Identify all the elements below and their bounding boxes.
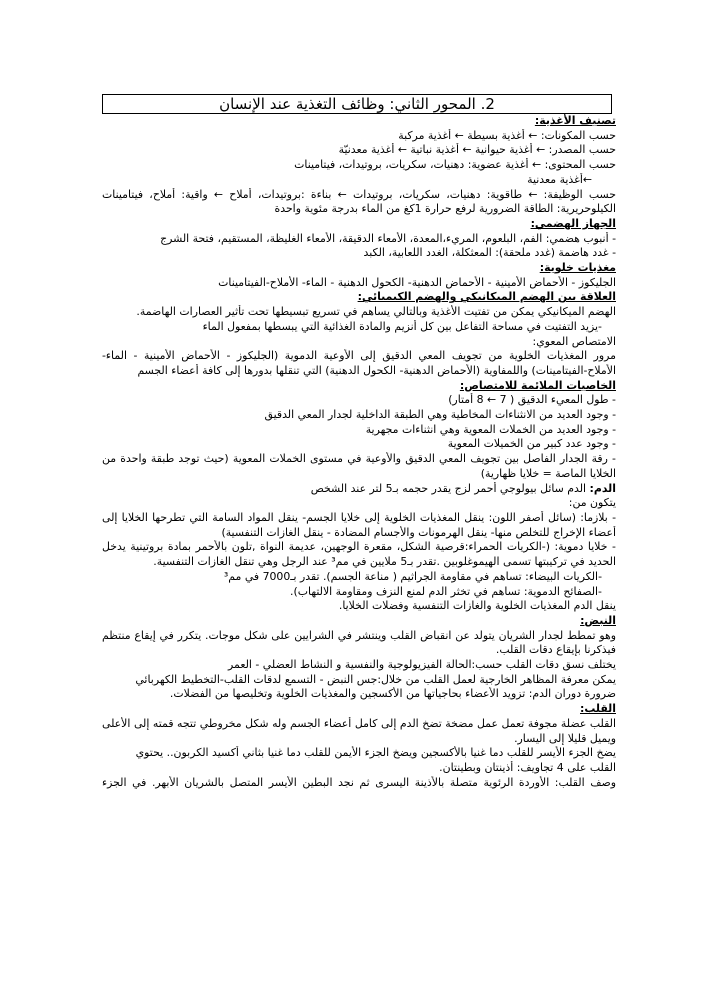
section-heading: تصنيف الأغذية: [534,114,616,127]
text-line: يختلف نسق دقات القلب حسب:الحالة الفيزيولوجية والنفسية و النشاط العضلي - العمر [228,658,616,672]
text-line: -يزيد التفتيت في مساحة التفاعل بين كل أنزيم والمادة الغذائية التي يبسطها بمفعول الماء [202,319,602,333]
text-line: ←أغذية معدنية [527,172,592,186]
text-line: وصف القلب: الأوردة الرئوية متصلة بالأذينة اليسرى ثم نجد البطين الأيسر المتصل بالشريان الأبهر. في الجزء [102,775,616,789]
section-heading: العلاقة بين الهضم الميكانيكي والهضم الكيميائي: [357,290,616,304]
inline-heading: الدم: [589,481,616,495]
text-line: ضرورة دوران الدم: تزويد الأعضاء بحاجياتها من الأكسجين والمغذيات الخلوية وتخليصها من الفضلات. [169,687,616,701]
text-line: الأملاح-الفيتامينات) واللمفاوية (الأحماض الدهنية- الكحول الدهنية) التي تنقلها بدورها إلى كافة أعضاء الجسم [137,363,616,377]
text-line: الهضم الميكانيكي يمكن من تفتيت الأغذية وبالتالي يساهم في تسريع تبسيطها تحت تأثير العصارات الهاضمة. [136,305,616,319]
text-line: -الصفائح الدموية: تساهم في تخثر الدم لمنع النزف ومقاومة الالتهاب). [290,584,602,598]
text-line: يضخ الجزء الأيسر للقلب دما غنيا بالأكسجين ويضخ الجزء الأيمن للقلب دما غنيا بثاني أكسيد الكربون.. يحتوي [135,746,616,760]
section-heading: القلب: [580,702,616,716]
text-line: ينقل الدم المغذيات الخلوية والغازات التنفسية وفضلات الخلايا. [338,599,616,613]
text-line: القلب عضلة مجوفة تعمل عمل مضخة تضخ الدم إلى كامل أعضاء الجسم وله شكل مخروطي تتجه قمته إلى الأعلى [102,716,616,730]
text-line: القلب على 4 تجاويف: أذينتان وبطينتان. [439,760,616,774]
text-line: يمكن معرفة المظاهر الخارجية لعمل القلب من خلال:جس النبض - التسمع لدقات القلب-التخطيط الكهربائي [135,672,616,686]
section-heading: مغذيات خلوية: [539,261,616,275]
document-title: 2. المحور الثاني: وظائف التغذية عند الإنسان [102,94,612,114]
text-line: - رقة الجدار الفاصل بين تجويف المعي الدقيق والأوعية في مستوى الخملات المعوية (حيث توجد طبقة واحدة من [102,452,616,466]
section-heading: الخاصيات الملائمة للامتصاص: [459,378,616,392]
text-line: - وجود عدد كبير من الخميلات المعوية [447,437,616,451]
section-heading: الجهاز الهضمي: [530,216,616,230]
text-line: - أنبوب هضمي: الفم، البلعوم، المريء،المعدة، الأمعاء الدقيقة، الأمعاء الغليظة، المستقيم، فتحة الشرج [160,231,616,245]
text-line: أعضاء الإخراج للتخلص منها- ينقل الهرمونات والأجسام المضادة - ينقل الغازات التنفسية) [221,525,616,539]
text-line: حسب المكونات: ← أغذية بسيطة ← أغذية مركبة [398,128,616,142]
text-line: الجليكوز - الأحماض الأمينية - الأحماض الدهنية- الكحول الدهنية - الماء- الأملاح-الفيتامينات [218,275,616,289]
text-line: - خلايا دموية: (-الكريات الحمراء:قرصية الشكل، مقعرة الوجهين، عديمة النواة ,تلون بالأحمر بمادة بروتينية يدخل [102,540,616,554]
text-line: مرور المغذيات الخلوية من تجويف المعي الدقيق إلى الأوعية الدموية (الجليكوز - الأحماض الأمينية - الماء- [102,349,616,363]
text-line: فيذكرنا بإيقاع دقات القلب. [495,643,616,657]
text-line [102,482,616,497]
section-heading: النبض: [580,613,616,627]
text-line: الحديد في تركيبتها تسمى الهيموغلوبين .تقدر بـ5 ملايين في مم³ عند الرجل وهي تنقل الغازات التنفسية. [153,555,616,569]
text-line: حسب الوظيفة: ← طاقوية: دهنيات، سكريات، بروتيدات ← بناءة :بروتيدات، أملاح ← واقية: أملاح، فيتامينات [102,187,616,201]
text-line: يتكون من: [568,496,616,510]
text-line: الامتصاص المعوي: [532,334,616,348]
text-line: - وجود العديد من الخملات المعوية وهي انثناءات مجهرية [365,422,616,436]
inline-text: الدم سائل بيولوجي أحمر لزج يقدر حجمه بـ5 لتر عند الشخص [310,481,590,495]
document-body [102,114,616,790]
text-line: - وجود العديد من الانثناءات المخاطية وهي الطبقة الداخلية لجدار المعي الدقيق [264,408,616,422]
text-line: الكيلوحريرية: الطاقة الضرورية لرفع حرارة 1كغ من الماء بدرجة مئوية واحدة [274,202,616,216]
text-line: الخلايا الماصة = خلايا ظهارية) [480,466,616,480]
text-line: حسب المصدر: ← أغذية حيوانية ← أغذية نباتية ← أغذية معدنيّة [338,143,616,157]
text-line: - بلازما: (سائل أصفر اللون: ينقل المغذيات الخلوية إلى خلايا الجسم- ينقل المواد السامة التي تطرحها الخلايا إلى [102,510,616,524]
text-line: حسب المحتوى: ← أغذية عضوية: دهنيات، سكريات، بروتيدات، فيتامينات [294,158,616,172]
text-line: -الكريات البيضاء: تساهم في مقاومة الجراثيم ( مناعة الجسم). تقدر بـ7000 في مم³ [223,569,602,583]
text-line: - طول المعيء الدقيق ( 7 ← 8 أمتار) [448,393,616,407]
text-line: ويميل قليلا إلى اليسار. [514,731,616,745]
text-line: وهو تمطط لجدار الشريان يتولد عن انقباض القلب وينتشر في الشرايين على شكل موجات. يتكرر في إيقاع منتظم [102,628,616,642]
text-line: - غدد هاضمة (غدد ملحقة): المعثكلة، الغدد اللعابية، الكبد [363,246,616,260]
